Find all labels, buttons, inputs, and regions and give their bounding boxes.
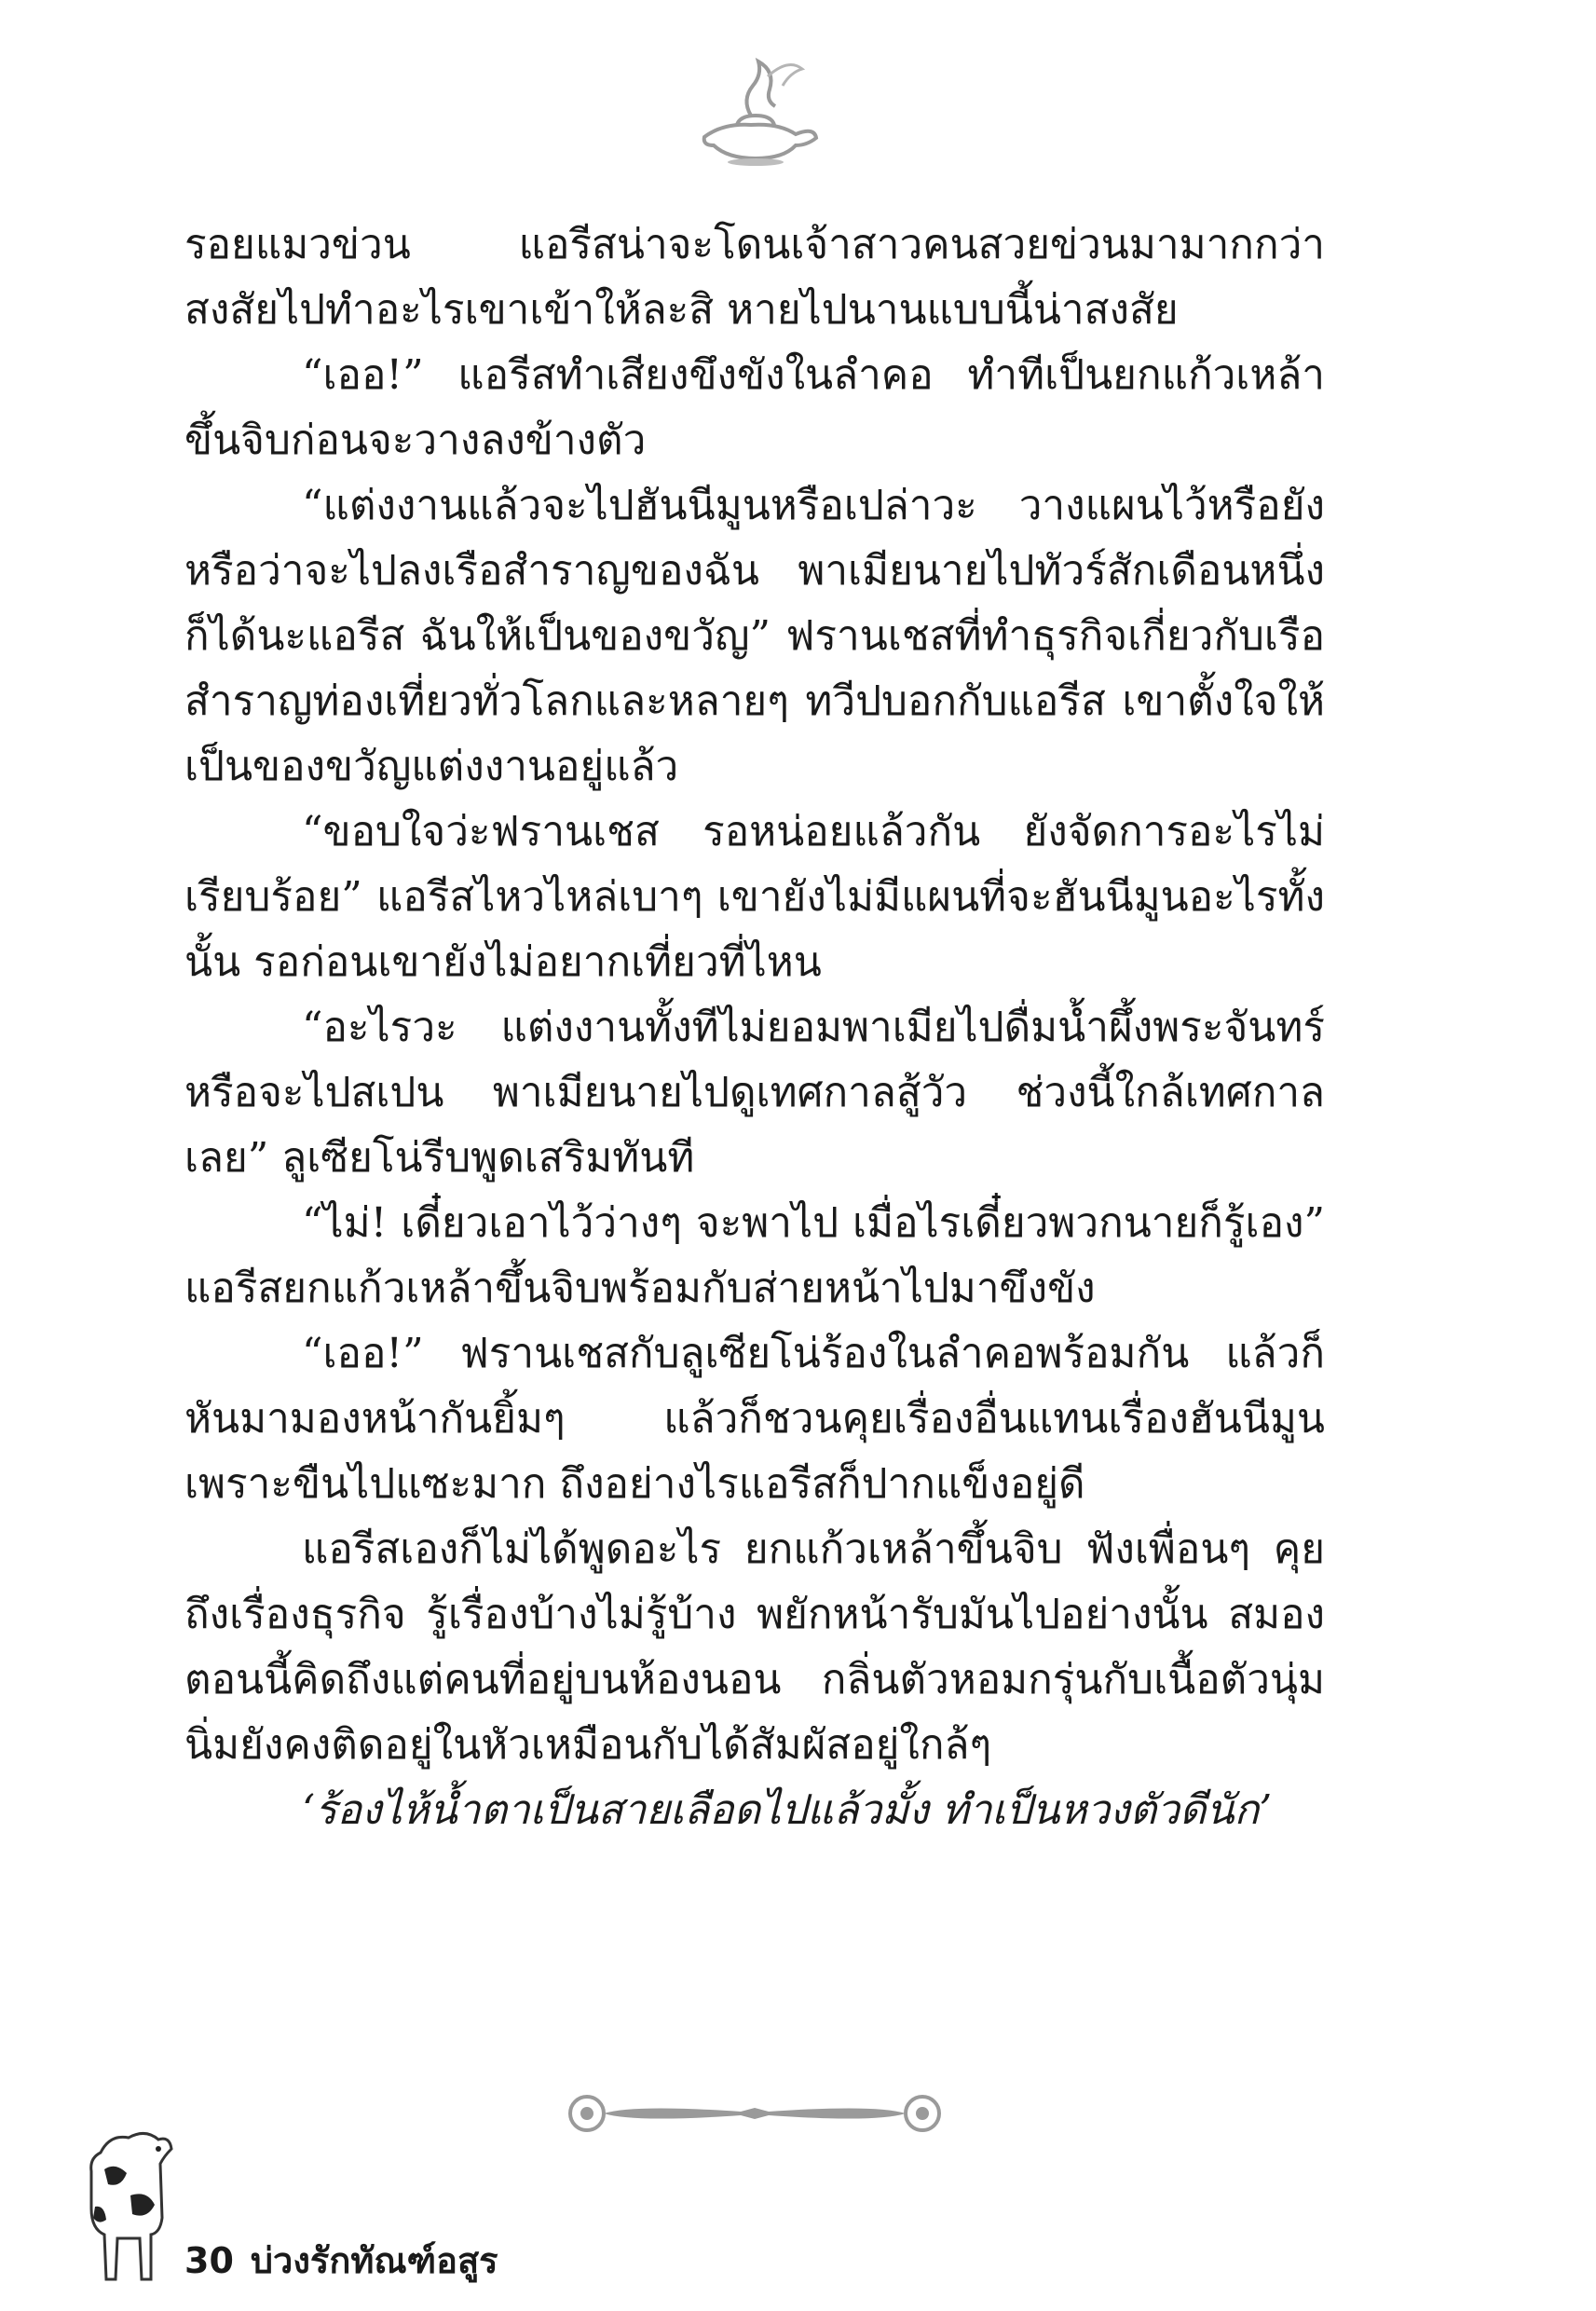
page-footer	[184, 2232, 515, 2289]
cow-icon	[73, 2115, 177, 2289]
book-title: บ่วงรักทัณฑ์อสูร	[250, 2240, 498, 2281]
paragraph-5: “อะไรวะ แต่งงานทั้งทีไม่ยอมพาเมียไปดื่มน้ำผึ้งพระจันทร์ หรือจะไปสเปน พาเมียนายไปดูเทศกาลสู้วัว ช่วงนี้ใกล้เทศกาลเลย” ลูเซียโน่รีบพูดเสริมทันที	[184, 1004, 1325, 1182]
paragraph-1: รอยแมวข่วน แอรีสน่าจะโดนเจ้าสาวคนสวยข่วนมามากกว่า สงสัยไปทำอะไรเขาเข้าให้ละสิ หายไปนานแบบนี้น่าสงสัย	[184, 221, 1325, 334]
paragraph-8: แอรีสเองก็ไม่ได้พูดอะไร ยกแก้วเหล้าขึ้นจิบ ฟังเพื่อนๆ คุยถึงเรื่องธุรกิจ รู้เรื่องบ้างไม่รู้บ้าง พยักหน้ารับมันไปอย่างนั้น สมองตอนนี้คิดถึงแต่คนที่อยู่บนห้องนอน กลิ่นตัวหอมกรุ่นกับเนื้อตัวนุ่มนิ่มยังคงติดอยู่ในหัวเหมือนกับได้สัมผัสอยู่ใกล้ๆ	[184, 1525, 1325, 1769]
paragraph-4: “ขอบใจว่ะฟรานเชส รอหน่อยแล้วกัน ยังจัดการอะไรไม่เรียบร้อย” แอรีสไหวไหล่เบาๆ เขายังไม่มีแผนที่จะฮันนีมูนอะไรทั้งนั้น รอก่อนเขายังไม่อยากเที่ยวที่ไหน	[184, 808, 1325, 986]
paragraph-2: “เออ!” แอรีสทำเสียงขึงขังในลำคอ ทำทีเป็นยกแก้วเหล้าขึ้นจิบก่อนจะวางลงข้างตัว	[184, 351, 1325, 464]
paragraph-9: ‘ร้องไห้น้ำตาเป็นสายเลือดไปแล้วมั้ง ทำเป็นหวงตัวดีนัก’	[302, 1786, 1273, 1834]
page-number: 30	[184, 2240, 234, 2281]
paragraph-6: “ไม่! เดี๋ยวเอาไว้ว่างๆ จะพาไป เมื่อไรเดี๋ยวพวกนายก็รู้เอง” แอรีสยกแก้วเหล้าขึ้นจิบพร้อมกับส่ายหน้าไปมาขึงขัง	[184, 1199, 1325, 1312]
ornamental-divider-icon	[559, 2085, 950, 2141]
genie-lamp-icon	[686, 48, 825, 170]
paragraph-7: “เออ!” ฟรานเชสกับลูเซียโน่ร้องในลำคอพร้อมกัน แล้วก็หันมามองหน้ากันยิ้มๆ แล้วก็ชวนคุยเรื่องอื่นแทนเรื่องฮันนีมูน เพราะขืนไปแซะมาก ถึงอย่างไรแอรีสก็ปากแข็งอยู่ดี	[184, 1330, 1325, 1508]
paragraph-3: “แต่งงานแล้วจะไปฮันนีมูนหรือเปล่าวะ วางแผนไว้หรือยัง หรือว่าจะไปลงเรือสำราญของฉัน พาเมียนายไปทัวร์สักเดือนหนึ่งก็ได้นะแอรีส ฉันให้เป็นของขวัญ” ฟรานเชสที่ทำธุรกิจเกี่ยวกับเรือสำราญท่องเที่ยวทั่วโลกและหลายๆ ทวีปบอกกับแอรีส เขาตั้งใจให้เป็นของขวัญแต่งงานอยู่แล้ว	[184, 482, 1325, 790]
body-text	[184, 212, 1325, 1843]
